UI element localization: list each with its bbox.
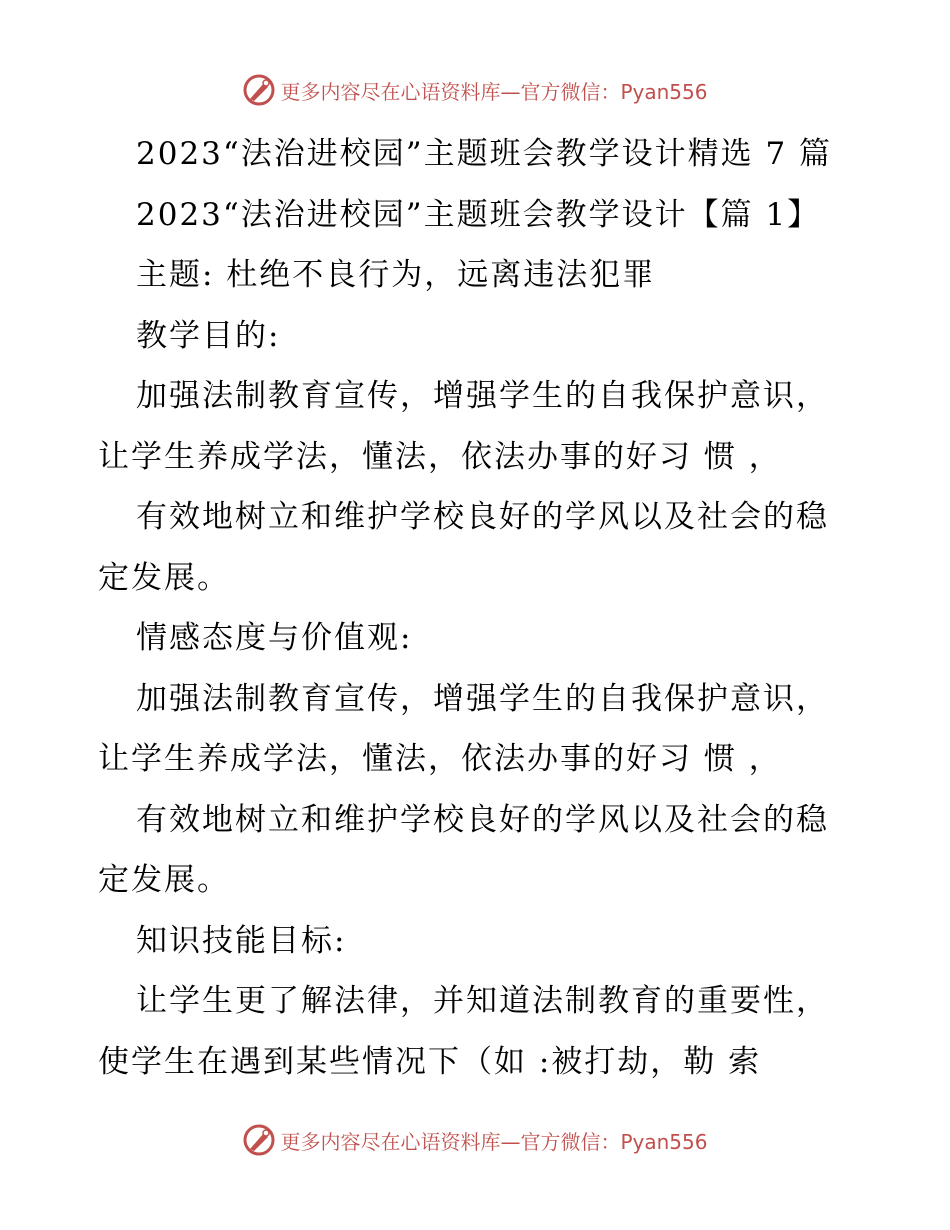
footer-watermark-banner <box>0 1120 950 1160</box>
paragraph: 有效地树立和维护学校良好的学风以及社会的稳定发展。 <box>98 801 829 898</box>
document-title: 2023“法治进校园”主题班会教学设计精选 7 篇 <box>136 136 833 172</box>
document-body <box>98 124 858 1092</box>
paragraph: 知识技能目标: <box>136 922 347 959</box>
footer-watermark-text: 更多内容尽在心语资料库—官方微信：Pyan556 <box>280 1129 708 1154</box>
paragraph: 让学生更了解法律，并知道法制教育的重要性，使学生在遇到某些情况下（如 :被打劫，勒 索 <box>98 983 829 1080</box>
header-watermark-text: 更多内容尽在心语资料库—官方微信：Pyan556 <box>280 79 708 104</box>
paragraph: 主题: 杜绝不良行为，远离违法犯罪 <box>136 257 656 293</box>
paragraph: 加强法制教育宣传，增强学生的自我保护意识，让学生养成学法，懂法，依法办事的好习 惯 ， <box>98 378 829 475</box>
paragraph: 情感态度与价值观: <box>136 620 413 656</box>
paragraph: 加强法制教育宣传，增强学生的自我保护意识，让学生养成学法，懂法，依法办事的好习 惯 ， <box>98 680 829 777</box>
pen-logo-icon <box>242 73 276 107</box>
paragraph: 教学目的: <box>136 317 281 354</box>
header-watermark-banner <box>0 70 950 110</box>
paragraph: 有效地树立和维护学校良好的学风以及社会的稳定发展。 <box>98 499 829 596</box>
pen-logo-icon <box>242 1123 276 1157</box>
paragraph: 2023“法治进校园”主题班会教学设计【篇 1】 <box>136 196 821 233</box>
